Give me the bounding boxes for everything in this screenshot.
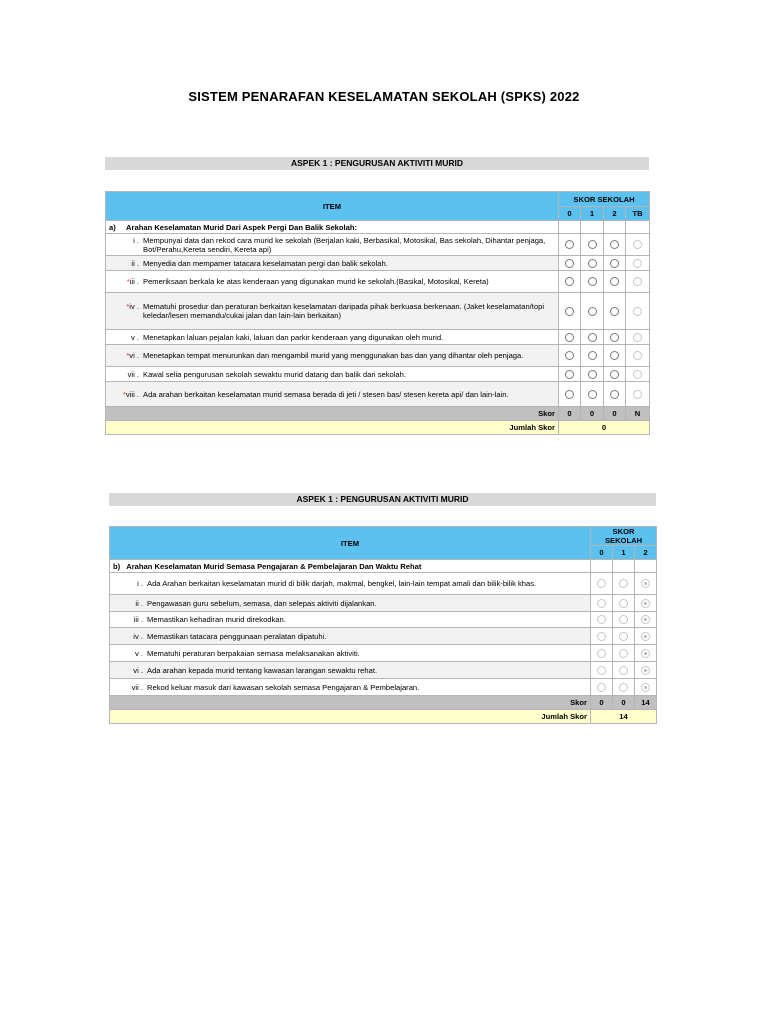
score-radio-1[interactable] [588,333,597,342]
score-radio-2[interactable] [610,390,619,399]
score-radio-tb[interactable] [633,351,642,360]
item-text: Pengawasan guru sebelum, semasa, dan selepas aktiviti dijalankan. [147,598,377,608]
score-radio-0[interactable] [565,240,574,249]
score-radio-2[interactable] [641,599,650,608]
score-radio-1[interactable] [619,579,628,588]
item-number: vii . [131,682,143,692]
item-number: iii . [133,615,143,624]
item-cell [110,662,591,679]
item-cell [106,271,559,293]
subsection-heading [106,221,559,234]
score-radio-1[interactable] [588,370,597,379]
jumlah-skor-label: Jumlah Skor [110,710,591,724]
table-row [110,628,657,645]
table-row [106,382,650,407]
jumlah-skor-value: 0 [559,421,650,435]
item-number: vii . [127,369,139,379]
table-row [110,679,657,696]
table-row [106,330,650,345]
table-row [106,256,650,271]
radio-cell [613,612,635,628]
item-numeral: v [130,332,135,342]
item-numeral: v [134,648,139,658]
mandatory-asterisk: * [122,389,126,399]
table-row [110,612,657,628]
item-text: Memastikan kehadiran murid direkodkan. [147,615,286,624]
radio-cell [591,612,613,628]
radio-cell [635,628,657,645]
item-cell [110,573,591,595]
radio-cell [591,679,613,696]
item-numeral: ii [131,258,135,268]
radio-cell [613,662,635,679]
score-radio-0[interactable] [597,683,606,692]
item-numeral: vi [129,351,135,360]
item-numeral: ii [135,598,139,608]
radio-cell [591,628,613,645]
table-row [106,234,650,256]
jumlah-skor-label: Jumlah Skor [106,421,559,435]
table-row [106,293,650,330]
skor-label: Skor [110,696,591,710]
table-row [110,645,657,662]
radio-cell [635,662,657,679]
score-radio-0[interactable] [597,599,606,608]
score-radio-0[interactable] [565,259,574,268]
radio-cell [613,645,635,662]
item-text: Rekod keluar masuk dari kawasan sekolah semasa Pengajaran & Pembelajaran. [147,682,420,692]
item-number: ii . [131,258,139,268]
score-radio-tb[interactable] [633,240,642,249]
item-cell [110,612,591,628]
score-radio-2[interactable] [641,666,650,675]
radio-cell [559,256,581,271]
radio-cell [626,345,650,367]
col-header-1: 1 [581,207,604,221]
item-number: i . [133,235,139,245]
score-radio-1[interactable] [619,599,628,608]
score-radio-0[interactable] [565,333,574,342]
score-radio-1[interactable] [588,259,597,268]
item-cell [110,628,591,645]
radio-cell [626,367,650,382]
col-header-0: 0 [591,546,613,560]
item-cell [110,679,591,696]
col-header-tb: TB [626,207,650,221]
col-header-2: 2 [604,207,626,221]
score-radio-1[interactable] [619,615,628,624]
document-title: SISTEM PENARAFAN KESELAMATAN SEKOLAH (SPKS) 2022 [188,89,580,104]
radio-cell [559,293,581,330]
score-radio-2[interactable] [610,333,619,342]
radio-cell [635,595,657,612]
radio-cell [581,271,604,293]
radio-cell [591,573,613,595]
score-radio-tb[interactable] [633,333,642,342]
section-1-bar: ASPEK 1 : PENGURUSAN AKTIVITI MURID [105,157,649,170]
item-numeral: vi [133,665,139,675]
score-radio-0[interactable] [597,615,606,624]
score-radio-0[interactable] [597,579,606,588]
item-cell [106,330,559,345]
score-radio-1[interactable] [588,307,597,316]
item-number: vi . [133,665,143,675]
radio-cell [613,679,635,696]
score-radio-2[interactable] [610,307,619,316]
score-radio-1[interactable] [619,683,628,692]
radio-cell [613,595,635,612]
item-numeral: i [133,235,135,245]
skor-value-1: 0 [581,407,604,421]
item-numeral: vii [131,682,139,692]
radio-cell [626,330,650,345]
radio-cell [626,234,650,256]
skor-value-0: 0 [591,696,613,710]
col-header-1: 1 [613,546,635,560]
radio-cell [559,345,581,367]
score-radio-tb[interactable] [633,259,642,268]
score-radio-2[interactable] [610,240,619,249]
item-number: i . [137,579,143,588]
item-numeral: iv [129,302,135,311]
subsection-title: Arahan Keselamatan Murid Dari Aspek Pergi Dan Balik Sekolah: [126,222,358,232]
score-radio-0[interactable] [565,351,574,360]
score-radio-2[interactable] [610,351,619,360]
score-radio-1[interactable] [588,390,597,399]
item-cell [106,367,559,382]
section-1-table [105,191,650,435]
item-number: *viii . [122,389,139,399]
item-numeral: iii [129,277,135,286]
item-text: Mematuhi peraturan berpakaian semasa melaksanakan aktiviti. [147,648,360,658]
radio-cell [635,612,657,628]
radio-cell [604,271,626,293]
subsection-letter: b) [113,561,121,571]
score-radio-2[interactable] [641,615,650,624]
score-radio-1[interactable] [619,632,628,641]
item-numeral: i [137,579,139,588]
jumlah-skor-value: 14 [591,710,657,724]
item-cell [106,234,559,256]
score-radio-2[interactable] [641,579,650,588]
radio-cell [604,293,626,330]
subsection-letter: a) [109,222,116,232]
item-numeral: viii [125,389,135,399]
radio-cell [626,256,650,271]
item-number: *iii . [126,277,139,286]
radio-cell [591,662,613,679]
score-radio-2[interactable] [610,370,619,379]
score-radio-0[interactable] [597,649,606,658]
radio-cell [604,256,626,271]
skor-value-2: 14 [635,696,657,710]
radio-cell [591,595,613,612]
item-cell [106,293,559,330]
item-numeral: vii [127,369,135,379]
score-radio-0[interactable] [597,632,606,641]
item-text: Ada arahan kepada murid tentang kawasan larangan sewaktu rehat. [147,665,378,675]
radio-cell [559,367,581,382]
radio-cell [635,645,657,662]
score-radio-0[interactable] [565,370,574,379]
radio-cell [581,234,604,256]
score-radio-tb[interactable] [633,277,642,286]
section-2-table [109,526,657,724]
score-radio-tb[interactable] [633,307,642,316]
radio-cell [613,573,635,595]
radio-cell [581,293,604,330]
score-radio-1[interactable] [588,240,597,249]
radio-cell [613,628,635,645]
radio-cell [581,367,604,382]
score-radio-0[interactable] [565,307,574,316]
item-text: Ada arahan berkaitan keselamatan murid semasa berada di jeti / stesen bas/ stesen kereta api/ dan lain-lain. [143,389,509,399]
col-header-2: 2 [635,546,657,560]
radio-cell [626,271,650,293]
radio-cell [604,367,626,382]
score-radio-tb[interactable] [633,370,642,379]
item-text: Memastikan tatacara penggunaan peralatan dipatuhi. [147,631,327,641]
item-number: iv . [133,631,143,641]
skor-value-0: 0 [559,407,581,421]
radio-cell [581,330,604,345]
item-text: Mematuhi prosedur dan peraturan berkaitan keselamatan daripada pihak berkuasa berkenaan. (Jaket keselamatan/topi keledar/lesen memandu/cukai jalan dan lain-lain berkaitan) [143,302,545,320]
radio-cell [604,330,626,345]
table-row [110,595,657,612]
radio-cell [559,271,581,293]
item-cell [106,256,559,271]
score-radio-2[interactable] [641,683,650,692]
skor-value-1: 0 [613,696,635,710]
score-radio-1[interactable] [619,649,628,658]
score-radio-2[interactable] [641,632,650,641]
radio-cell [626,293,650,330]
score-radio-1[interactable] [588,351,597,360]
skor-value-tb: N [626,407,650,421]
skor-sekolah-header: SKOR SEKOLAH [559,192,650,207]
radio-cell [626,382,650,407]
col-header-0: 0 [559,207,581,221]
item-text: Ada Arahan berkaitan keselamatan murid di bilik darjah, makmal, bengkel, lain-lain tempat amali dan bilik-bilik khas. [147,579,537,588]
item-text: Menyedia dan mempamer tatacara keselamatan pergi dan balik sekolah. [143,258,388,268]
item-cell [106,345,559,367]
item-cell [110,595,591,612]
radio-cell [604,234,626,256]
subsection-heading [110,560,591,573]
radio-cell [581,345,604,367]
item-text: Kawal selia pengurusan sekolah sewaktu murid datang dan balik dari sekolah. [143,369,406,379]
score-radio-tb[interactable] [633,390,642,399]
table-row [106,367,650,382]
skor-value-2: 0 [604,407,626,421]
item-text: Pemeriksaan berkala ke atas kenderaan yang digunakan murid ke sekolah.(Basikal, Motosikal, Kereta) [143,277,489,286]
table-row [110,573,657,595]
mandatory-asterisk: * [126,302,130,311]
mandatory-asterisk: * [126,277,130,286]
score-radio-0[interactable] [597,666,606,675]
score-radio-1[interactable] [588,277,597,286]
item-number: *vi . [126,351,139,360]
score-radio-2[interactable] [641,649,650,658]
radio-cell [635,679,657,696]
item-numeral: iii [133,615,139,624]
radio-cell [635,573,657,595]
score-radio-2[interactable] [610,277,619,286]
item-text: Menetapkan tempat menurunkan dan mengambil murid yang menggunakan bas dan yang dihantar oleh penjaga. [143,351,524,360]
item-number: *iv . [126,302,139,311]
radio-cell [604,382,626,407]
item-number: ii . [135,598,143,608]
radio-cell [581,382,604,407]
score-radio-1[interactable] [619,666,628,675]
mandatory-asterisk: * [126,351,130,360]
skor-label: Skor [106,407,559,421]
item-number: v . [134,648,143,658]
radio-cell [559,330,581,345]
item-header: ITEM [110,527,591,560]
radio-cell [559,382,581,407]
item-numeral: iv [133,631,139,641]
radio-cell [604,345,626,367]
score-radio-0[interactable] [565,277,574,286]
radio-cell [581,256,604,271]
item-cell [110,645,591,662]
table-row [106,345,650,367]
score-radio-0[interactable] [565,390,574,399]
skor-sekolah-header: SKOR SEKOLAH [591,527,657,546]
item-text: Mempunyai data dan rekod cara murid ke sekolah (Berjalan kaki, Berbasikal, Motosikal, Bas sekolah, Dihantar penjaga, Bot/Perahu,Kereta sendiri, Kereta api) [143,235,546,254]
table-row [106,271,650,293]
subsection-title: Arahan Keselamatan Murid Semasa Pengajaran & Pembelajaran Dan Waktu Rehat [126,561,422,571]
radio-cell [591,645,613,662]
item-text: Menetapkan laluan pejalan kaki, laluan dan parkir kenderaan yang digunakan oleh murid. [143,332,444,342]
section-2-bar: ASPEK 1 : PENGURUSAN AKTIVITI MURID [109,493,656,506]
score-radio-2[interactable] [610,259,619,268]
table-row [110,662,657,679]
item-header: ITEM [106,192,559,221]
radio-cell [559,234,581,256]
item-cell [106,382,559,407]
item-number: v . [130,332,139,342]
